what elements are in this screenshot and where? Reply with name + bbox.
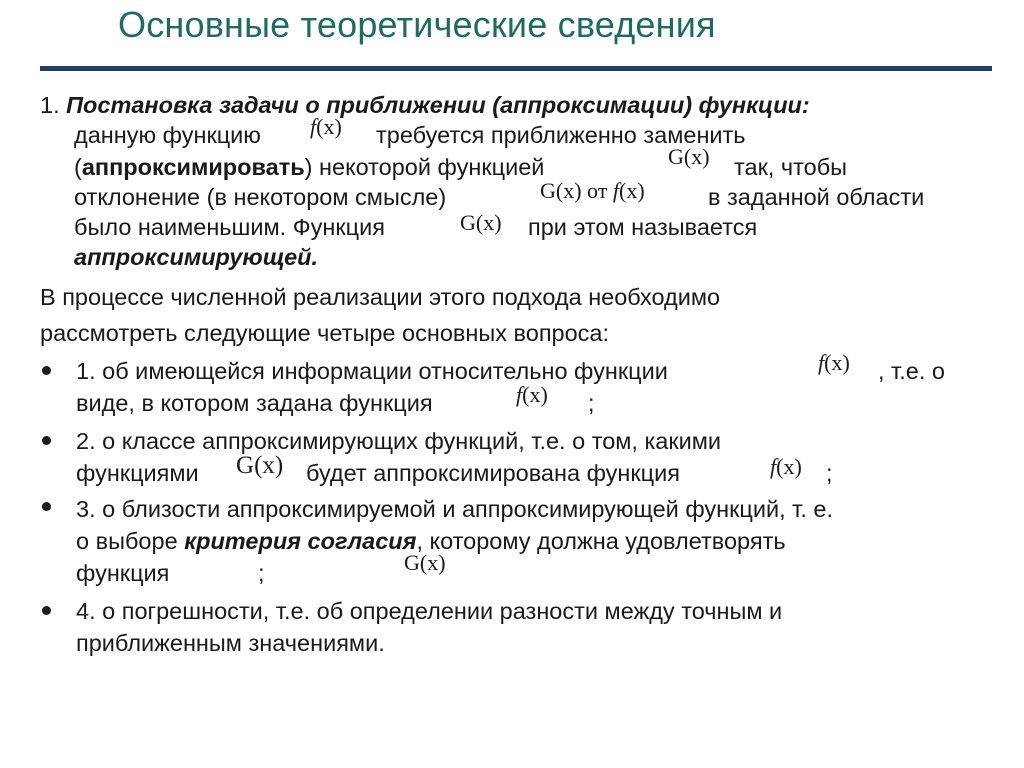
bullet-2-line-2c — [826, 458, 833, 488]
bullet-1-line-2b — [588, 388, 595, 418]
formula-letter: f — [310, 114, 317, 139]
bullet-2-line-2 — [76, 458, 199, 488]
text: приближенным значениями. — [76, 630, 385, 656]
term-agreement-criterion: критерия согласия — [184, 528, 417, 554]
bullet-4-line-2 — [76, 628, 385, 658]
formula-arg: (x) — [555, 178, 582, 203]
text: при этом называется — [528, 214, 758, 240]
title-divider — [40, 66, 992, 71]
section-line-6 — [74, 242, 318, 272]
text: будет аппроксимирована функция — [306, 460, 680, 486]
section-line-3d — [734, 152, 847, 182]
formula-g-x — [668, 144, 710, 170]
formula-letter: G — [236, 452, 255, 479]
slide-title: Основные теоретические сведения — [118, 4, 716, 45]
formula-g-x — [404, 550, 446, 576]
text: функция — [76, 560, 170, 586]
bullet-4-line-1 — [76, 596, 782, 626]
text: так, чтобы — [734, 154, 848, 180]
formula-f-x — [818, 350, 850, 376]
formula-letter: G — [404, 550, 420, 575]
text: ; — [826, 460, 833, 486]
formula-letter: G — [668, 144, 684, 169]
section-heading-text: Постановка задачи о приближении (аппроксимации) функции: — [66, 92, 810, 118]
formula-letter: G — [540, 178, 556, 203]
section-line-4 — [74, 182, 446, 212]
text: в заданной области — [708, 184, 925, 210]
bullet-icon — [42, 366, 51, 375]
text: , которому должна удовлетворять — [416, 528, 786, 554]
formula-arg: (x) — [619, 178, 645, 203]
bullet-1-line-1 — [76, 356, 668, 386]
formula-g-x — [236, 452, 283, 480]
text: 3. о близости аппроксимируемой и аппроксимирующей функций, т. е. — [76, 496, 833, 522]
intro-line-1 — [40, 282, 720, 312]
bullet-3-line-1 — [76, 494, 833, 524]
text: функциями — [76, 460, 199, 486]
text: 1. об имеющейся информации относительно функции — [76, 358, 668, 384]
text: рассмотреть следующие четыре основных вопроса: — [40, 320, 610, 346]
formula-f-x — [516, 382, 548, 408]
section-line-5b — [528, 212, 757, 242]
section-number: 1. — [40, 92, 67, 118]
bullet-2-line-2b — [306, 458, 680, 488]
text: ; — [588, 390, 595, 416]
term-approximate: аппроксимировать — [81, 154, 305, 180]
text: было наименьшим. Функция — [74, 214, 385, 240]
bullet-3-line-3 — [76, 558, 169, 588]
section-line-3 — [74, 152, 544, 182]
text: ) некоторой функцией — [304, 154, 545, 180]
bullet-icon — [42, 606, 51, 615]
bullet-icon — [42, 436, 51, 445]
text: ( — [74, 154, 82, 180]
text: виде, в котором задана функция — [76, 390, 433, 416]
bullet-3-line-3b — [258, 558, 265, 588]
formula-letter: f — [612, 178, 619, 203]
text: данную функцию — [74, 122, 261, 148]
bullet-1-line-1b — [878, 356, 945, 386]
formula-arg: (x) — [824, 350, 850, 375]
section-line-2 — [74, 120, 261, 150]
text: 2. о классе аппроксимирующих функций, т.е. о том, какими — [76, 428, 722, 454]
text: ; — [258, 560, 265, 586]
formula-arg: (x) — [316, 114, 342, 139]
bullet-2-line-1 — [76, 426, 721, 456]
section-line-4b — [708, 182, 924, 212]
text: В процессе численной реализации этого подхода необходимо — [40, 284, 721, 310]
formula-arg: (x) — [522, 382, 548, 407]
text: о выборе — [76, 528, 178, 554]
formula-arg: (x) — [475, 210, 502, 235]
formula-from: от — [587, 178, 608, 203]
formula-g-x — [460, 210, 502, 236]
formula-letter: f — [770, 454, 777, 479]
formula-letter: G — [460, 210, 476, 235]
formula-f-x — [310, 114, 342, 140]
formula-arg: (x) — [419, 550, 446, 575]
text: 4. о погрешности, т.е. об определении разности между точным и — [76, 598, 783, 624]
intro-line-2 — [40, 318, 609, 348]
text: требуется приближенно заменить — [376, 122, 746, 148]
bullet-icon — [42, 502, 51, 511]
section-line-5 — [74, 212, 385, 242]
text: , т.е. о — [878, 358, 945, 384]
formula-arg: (x) — [683, 144, 710, 169]
formula-g-x-from-f-x — [540, 178, 645, 204]
formula-letter: f — [818, 350, 825, 375]
section-heading — [40, 90, 810, 120]
formula-letter: f — [516, 382, 523, 407]
term-approximating: аппроксимирующей. — [74, 244, 319, 270]
formula-arg: (x) — [776, 454, 802, 479]
text: отклонение (в некотором смысле) — [74, 184, 447, 210]
formula-f-x — [770, 454, 802, 480]
bullet-1-line-2 — [76, 388, 433, 418]
formula-arg: (x) — [254, 452, 284, 479]
